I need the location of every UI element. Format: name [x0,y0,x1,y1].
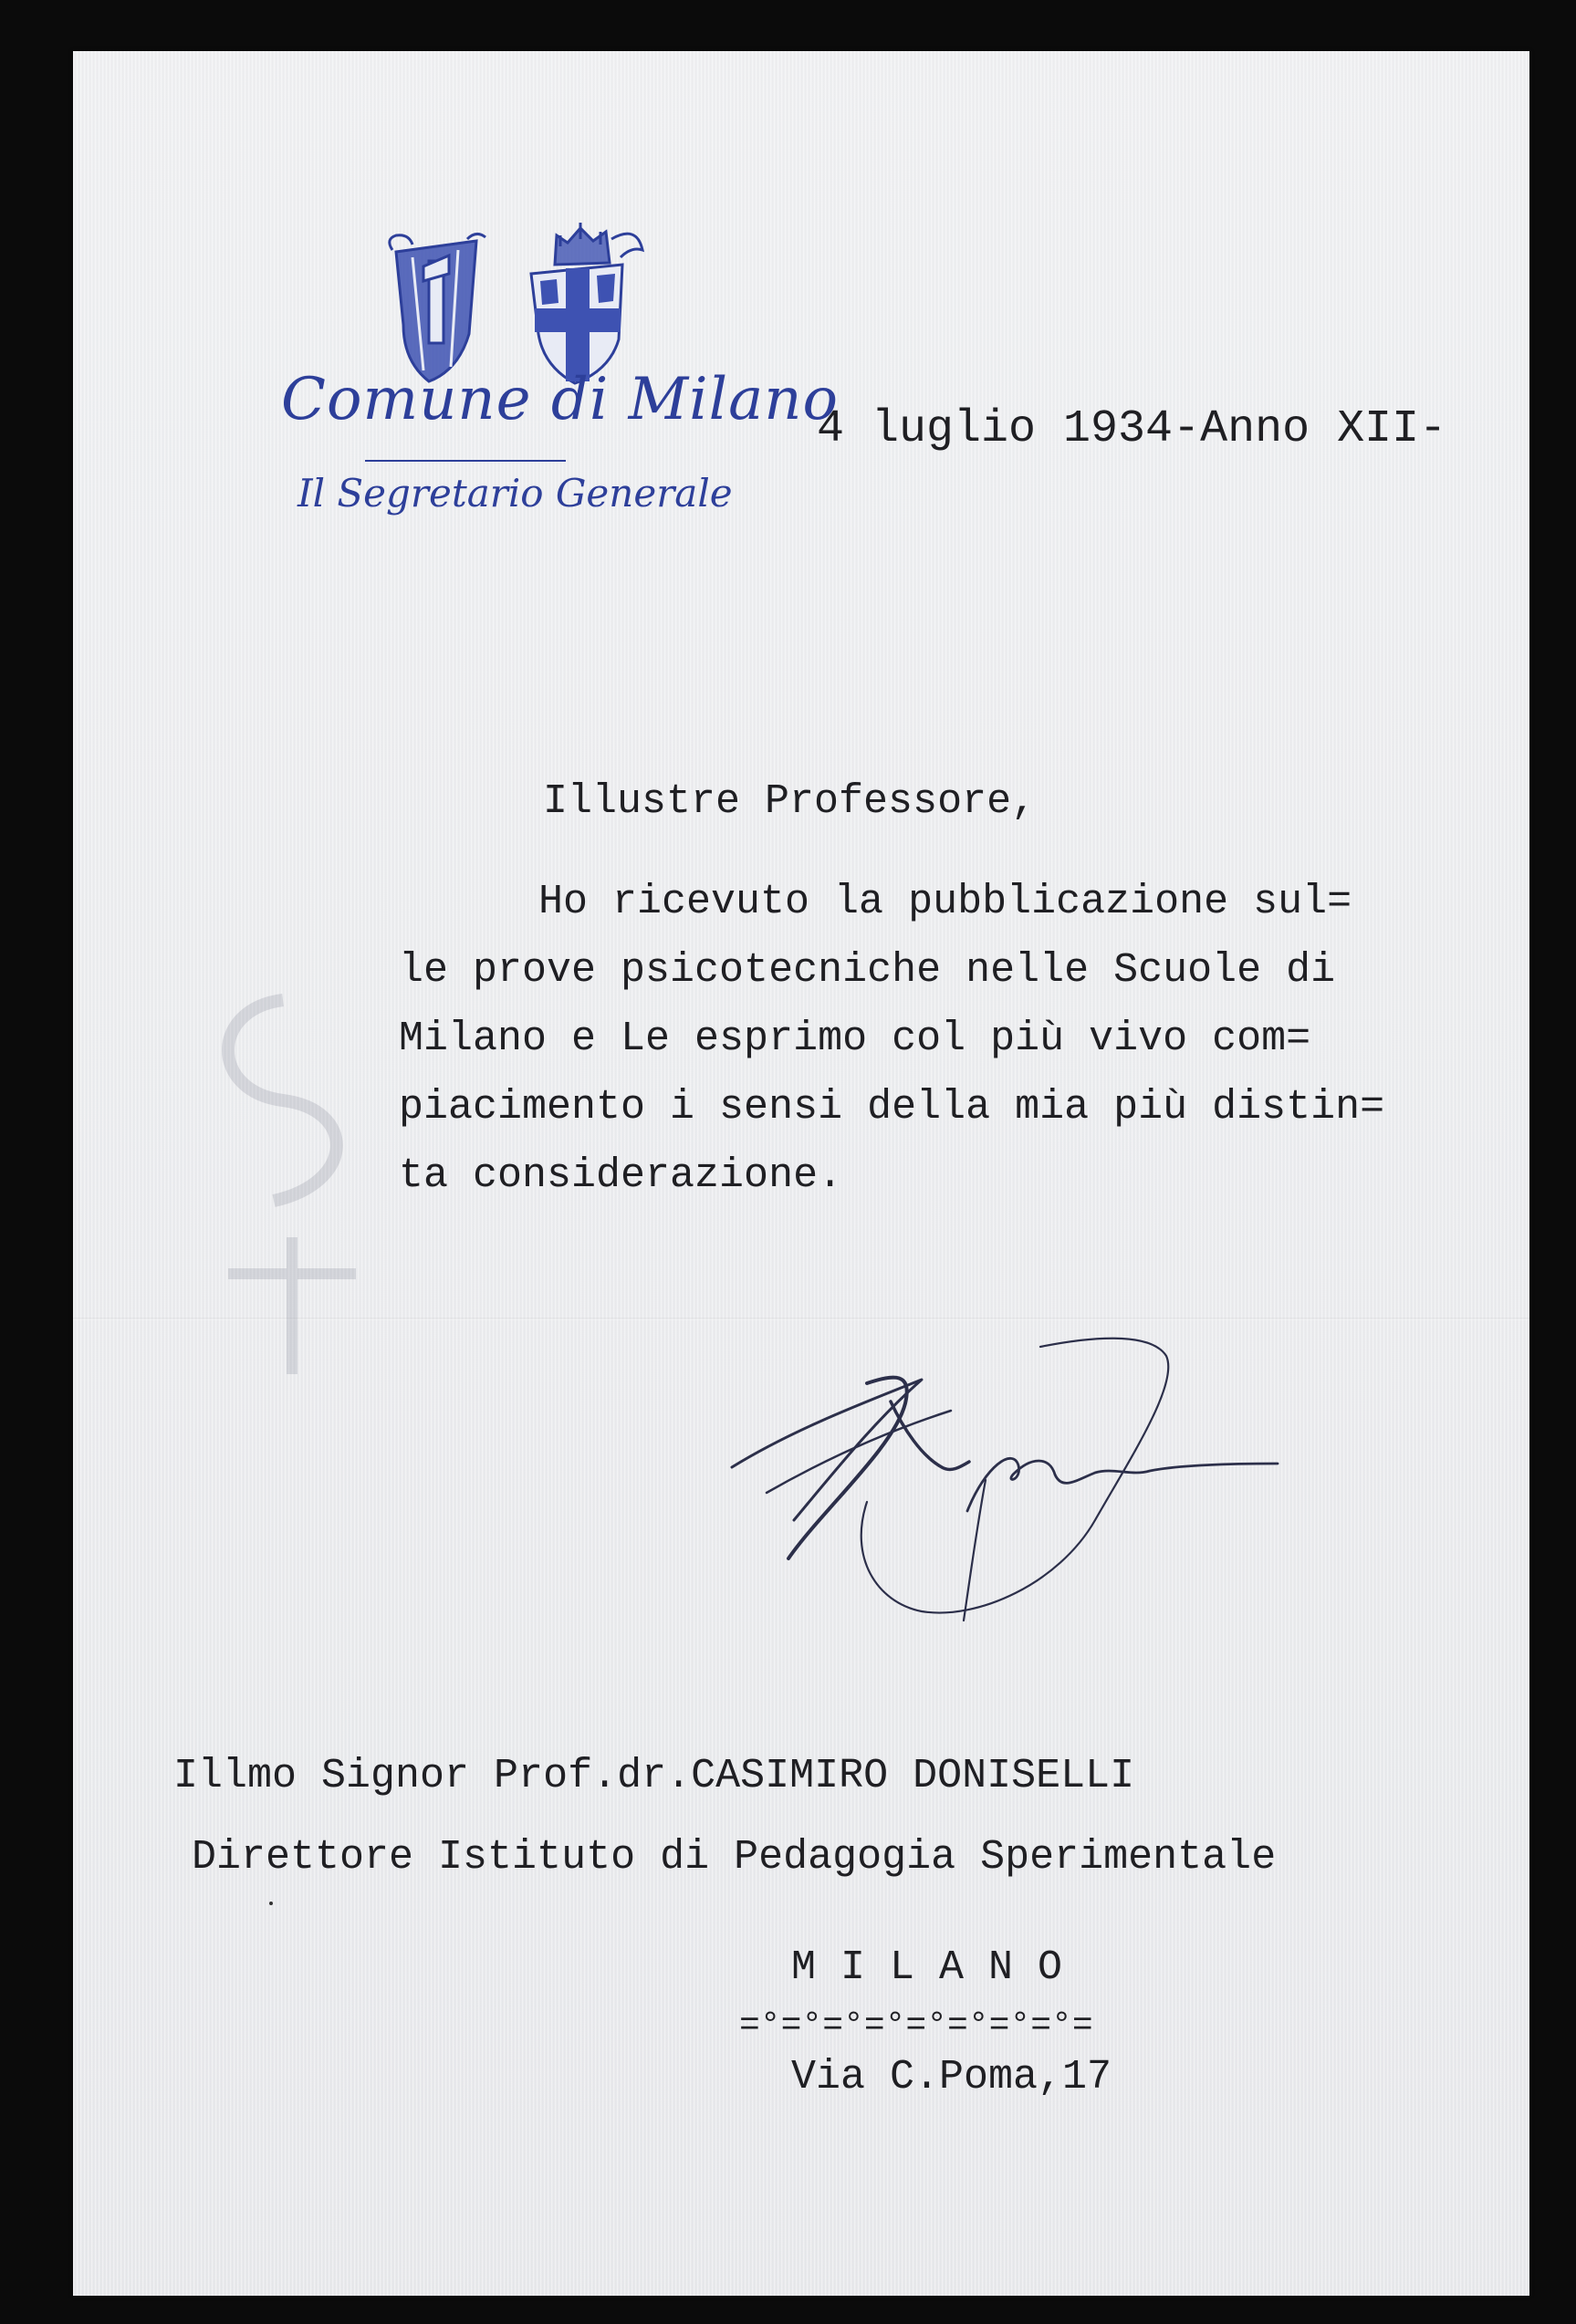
letter-salutation: Illustre Professore, [543,778,1037,825]
addressee-city: M I L A N O [791,1944,1063,1991]
addressee-title: Direttore Istituto di Pedagogia Sperimentale [192,1834,1277,1881]
letterhead-institution-name: Comune di Milano [281,366,839,433]
handwritten-signature-icon [712,1319,1332,1684]
addressee-street: Via C.Poma,17 [791,2054,1112,2100]
letter-sheet [73,51,1529,2296]
address-divider: =°=°=°=°=°=°=°=°= [739,2006,1093,2046]
letter-body-line: le prove psicotecniche nelle Scuole di [399,947,1336,994]
letterhead-office: Il Segretario Generale [297,471,733,516]
letter-date: 4 luglio 1934-Anno XII- [817,403,1447,455]
milan-coat-of-arms-icon [321,179,659,389]
letter-body-line: ta considerazione. [399,1152,843,1199]
letter-body-line: Milano e Le esprimo col più vivo com= [399,1016,1311,1062]
letterhead-divider [365,460,566,462]
bleed-through-mark [173,945,411,1420]
addressee-name: Illmo Signor Prof.dr.CASIMIRO DONISELLI [173,1753,1135,1799]
paper-speck [269,1902,273,1905]
letter-body-line: piacimento i sensi della mia più distin= [399,1084,1385,1131]
letter-body-line: Ho ricevuto la pubblicazione sul= [538,879,1352,925]
